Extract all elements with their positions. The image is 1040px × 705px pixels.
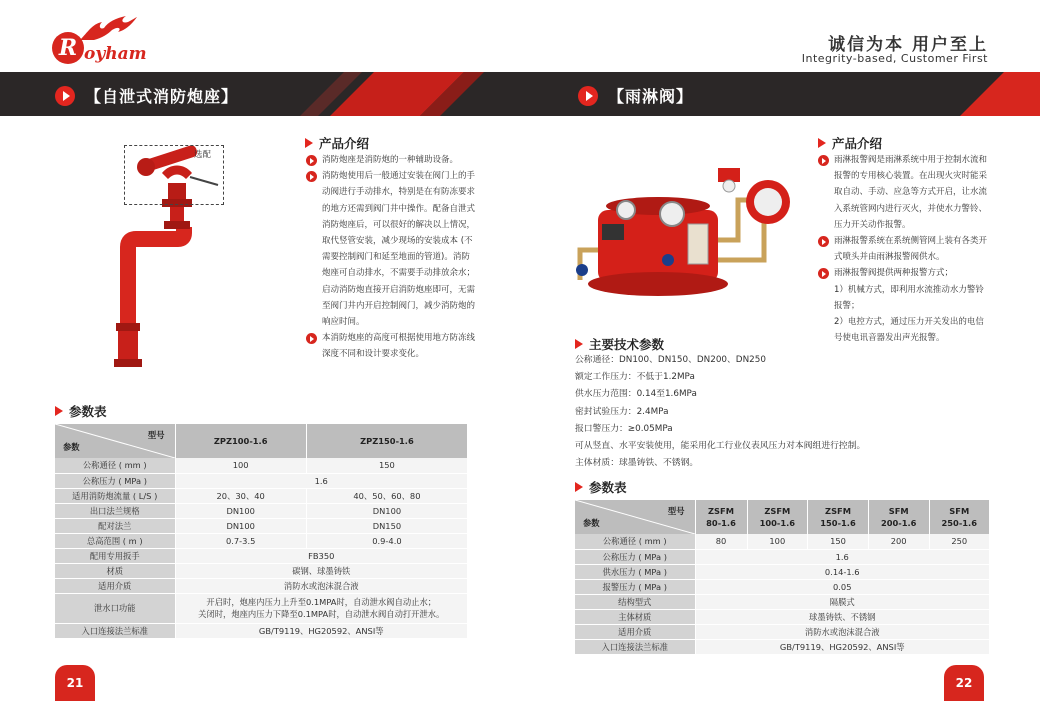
- row-value: DN150: [306, 518, 467, 533]
- model-header: ZPZ150-1.6: [306, 424, 467, 458]
- model-header-line: 200-1.6: [880, 518, 917, 528]
- right-spec-heading-text: 主要技术参数: [589, 337, 665, 352]
- row-label: 公称通径 ( mm ): [55, 458, 175, 473]
- left-section-title-text: 【自泄式消防炮座】: [85, 87, 239, 106]
- right-intro-item: [818, 152, 990, 233]
- row-label: 出口法兰规格: [55, 503, 175, 518]
- row-value-merged: [175, 593, 467, 623]
- table-header-row: [55, 424, 467, 458]
- row-label: 配对法兰: [55, 518, 175, 533]
- left-section-title: [55, 84, 238, 107]
- right-section-title: [578, 84, 693, 107]
- right-params-heading: [575, 478, 627, 496]
- row-label: 入口连接法兰标准: [55, 623, 175, 638]
- model-header-line: 100-1.6: [759, 518, 796, 528]
- triangle-icon: [55, 406, 63, 416]
- table-row: [55, 488, 467, 503]
- row-value-merged: GB/T9119、HG20592、ANSI等: [175, 623, 467, 638]
- right-intro-text: 雨淋报警系统在系统侧管网上装有各类开式喷头并由雨淋报警阀供水。: [834, 236, 988, 263]
- right-params-table: [575, 500, 989, 655]
- row-value-merged: FB350: [175, 548, 467, 563]
- row-label: 适用消防炮流量 ( L/S ): [55, 488, 175, 503]
- bullet-icon: [306, 155, 317, 166]
- right-params-heading-text: 参数表: [589, 480, 627, 495]
- row-value-line: 开启时，炮座内压力上升至0.1MPA时，自动泄水阀自动止水；: [206, 597, 437, 607]
- left-intro-item: [306, 152, 476, 168]
- corner-model-label: 型号: [667, 506, 685, 516]
- left-params-table: [55, 424, 467, 639]
- row-label: 供水压力 ( MPa ): [575, 564, 695, 579]
- row-value: DN100: [175, 518, 306, 533]
- table-header-row: [575, 500, 989, 534]
- model-header-line: 80-1.6: [706, 518, 736, 528]
- table-row: [55, 473, 467, 488]
- right-intro-heading-text: 产品介绍: [832, 136, 883, 151]
- row-label: 总高范围 ( m ): [55, 533, 175, 548]
- row-value-merged: GB/T9119、HG20592、ANSI等: [695, 639, 989, 654]
- row-value-merged: 1.6: [695, 549, 989, 564]
- row-label: 报警压力 ( MPa ): [575, 579, 695, 594]
- row-value-merged: 球墨铸铁、不锈钢: [695, 609, 989, 624]
- row-label: 配用专用扳手: [55, 548, 175, 563]
- row-label: 公称压力 ( MPa ): [575, 549, 695, 564]
- model-header: [747, 500, 808, 534]
- flame-icon: [78, 14, 138, 42]
- model-header: ZPZ100-1.6: [175, 424, 306, 458]
- row-value-merged: 碳钢、球墨铸铁: [175, 563, 467, 578]
- row-value-merged: 1.6: [175, 473, 467, 488]
- right-intro-text: 1）机械方式，即利用水流推动水力警铃报警；: [834, 284, 984, 311]
- table-row: [55, 578, 467, 593]
- row-label: 结构型式: [575, 594, 695, 609]
- right-intro-item: [818, 265, 990, 281]
- model-header: [808, 500, 869, 534]
- bullet-icon: [306, 171, 317, 182]
- bullet-icon: [818, 155, 829, 166]
- spec-line: 主体材质：球墨铸铁、不锈钢。: [575, 458, 699, 469]
- triangle-icon: [305, 138, 313, 148]
- logo-letter: R: [52, 32, 84, 64]
- left-params-heading-text: 参数表: [69, 404, 107, 419]
- row-value: 20、30、40: [175, 488, 306, 503]
- right-intro-item: [818, 282, 990, 314]
- left-params-heading: [55, 402, 107, 420]
- right-intro-text: 2）电控方式，通过压力开关发出的电信号使电讯音器发出声光报警。: [834, 317, 984, 344]
- row-value: 100: [747, 534, 808, 549]
- row-value: 40、50、60、80: [306, 488, 467, 503]
- model-header-line: 250-1.6: [941, 518, 977, 528]
- table-row: [55, 533, 467, 548]
- corner-model-label: 型号: [147, 430, 165, 440]
- right-intro-text: 雨淋报警阀是雨淋系统中用于控制水流和报警的专用核心装置。在出现火灾时能采取自动、手动、应急等方式开启，让水流入系统管网内进行灭火，并使水力警铃、压力开关动作报警。: [834, 155, 988, 230]
- triangle-icon: [575, 482, 583, 492]
- row-value-merged: 消防水或泡沫混合液: [695, 624, 989, 639]
- left-intro-list: [306, 152, 476, 363]
- right-intro-list: [818, 152, 990, 346]
- bullet-icon: [306, 333, 317, 344]
- table-row: [55, 548, 467, 563]
- row-value: DN100: [306, 503, 467, 518]
- row-value: 150: [306, 458, 467, 473]
- table-row: [55, 518, 467, 533]
- option-label: 选配: [194, 150, 212, 160]
- row-label: 入口连接法兰标准: [575, 639, 695, 654]
- row-value: 150: [808, 534, 869, 549]
- row-label: 材质: [55, 563, 175, 578]
- model-header-line: 150-1.6: [820, 518, 856, 528]
- right-intro-item: [818, 314, 990, 346]
- spec-line: 报口警压力：≥0.05MPa: [575, 423, 673, 434]
- triangle-icon: [818, 138, 826, 148]
- table-row: [575, 624, 989, 639]
- row-value: 80: [695, 534, 747, 549]
- right-intro-heading: [818, 134, 882, 152]
- corner-param-label: 参数: [63, 442, 80, 452]
- right-section-title-text: 【雨淋阀】: [608, 87, 694, 106]
- model-header-line: SFM: [949, 506, 970, 516]
- left-intro-item: [306, 168, 476, 330]
- left-intro-text: 消防炮使用后一般通过安装在阀门上的手动阀进行手动排水，特别是在有防冻要求的地方还需到阀门井中操作。配备自泄式消防炮座后，可以很好的解决以上情况，取代竖管安装，减少现场的安装成本 (不需要控制阀门和延至地面的管道)。消防炮座可自动排水，不需要手动排放余水；启动消防炮直接开启消防炮座即可，无需至阀门井内开启控制阀门，减少消防炮的响应时间。: [322, 171, 476, 328]
- right-spec-heading: [575, 335, 664, 353]
- table-row: [55, 563, 467, 578]
- left-intro-item: [306, 330, 476, 362]
- model-header-line: ZSFM: [708, 506, 734, 516]
- slogan-english: Integrity-based, Customer First: [801, 52, 988, 65]
- row-value-line: 关闭时，炮座内压力下降至0.1MPA时，自动泄水阀自动打开泄水。: [198, 609, 445, 619]
- table-row: [55, 593, 467, 623]
- table-row: [575, 594, 989, 609]
- corner-param-label: 参数: [583, 518, 600, 528]
- slogan-chinese: 诚信为本 用户至上: [828, 35, 988, 55]
- row-value-merged: 0.14-1.6: [695, 564, 989, 579]
- spec-line: 公称通径：DN100、DN150、DN200、DN250: [575, 355, 766, 365]
- row-label: 泄水口功能: [55, 593, 175, 623]
- play-icon: [578, 86, 598, 106]
- row-value-merged: 消防水或泡沫混合液: [175, 578, 467, 593]
- left-intro-text: 本消防炮座的高度可根据使用地方防冻线深度不同和设计要求变化。: [322, 333, 476, 360]
- spec-line: 可从竖直、水平安装使用，能采用化工行业仪表风压力对本阀组进行控制。: [575, 441, 866, 452]
- bullet-icon: [818, 268, 829, 279]
- spec-line: 密封试验压力：2.4MPa: [575, 406, 669, 417]
- left-intro-heading-text: 产品介绍: [319, 136, 370, 151]
- page-number-right: 22: [944, 665, 984, 701]
- row-label: 主体材质: [575, 609, 695, 624]
- play-icon: [55, 86, 75, 106]
- spec-list: [575, 352, 975, 472]
- right-intro-item: [818, 233, 990, 265]
- left-intro-heading: [305, 134, 369, 152]
- model-header-line: SFM: [888, 506, 909, 516]
- table-row: [575, 534, 989, 549]
- table-row: [55, 458, 467, 473]
- table-corner-cell: [575, 500, 695, 534]
- row-label: 公称通径 ( mm ): [575, 534, 695, 549]
- table-row: [575, 579, 989, 594]
- table-row: [575, 549, 989, 564]
- table-row: [55, 623, 467, 638]
- model-header-line: ZSFM: [825, 506, 851, 516]
- bullet-icon: [818, 236, 829, 247]
- row-value: 250: [929, 534, 989, 549]
- page-number-left: 21: [55, 665, 95, 701]
- model-header: [868, 500, 929, 534]
- row-value: 0.9-4.0: [306, 533, 467, 548]
- table-corner-cell: [55, 424, 175, 458]
- row-value: 0.7-3.5: [175, 533, 306, 548]
- table-row: [55, 503, 467, 518]
- row-label: 适用介质: [575, 624, 695, 639]
- left-intro-text: 消防炮座是消防炮的一种辅助设备。: [322, 155, 459, 165]
- table-row: [575, 609, 989, 624]
- row-label: 公称压力 ( MPa ): [55, 473, 175, 488]
- logo-text: oyham: [84, 44, 147, 64]
- right-intro-text: 雨淋报警阀提供两种报警方式；: [834, 268, 954, 279]
- table-row: [575, 564, 989, 579]
- model-header: [695, 500, 747, 534]
- row-value-merged: 隔膜式: [695, 594, 989, 609]
- row-value: DN100: [175, 503, 306, 518]
- brand-logo: [50, 14, 147, 66]
- row-value-merged: 0.05: [695, 579, 989, 594]
- row-value: 100: [175, 458, 306, 473]
- model-header-line: ZSFM: [764, 506, 791, 516]
- spec-line: 供水压力范围：0.14至1.6MPa: [575, 389, 697, 400]
- row-value: 200: [868, 534, 929, 549]
- table-row: [575, 639, 989, 654]
- deluge-valve-image: [568, 160, 798, 310]
- row-label: 适用介质: [55, 578, 175, 593]
- triangle-icon: [575, 339, 583, 349]
- spec-line: 额定工作压力：不低于1.2MPa: [575, 372, 695, 383]
- model-header: [929, 500, 989, 534]
